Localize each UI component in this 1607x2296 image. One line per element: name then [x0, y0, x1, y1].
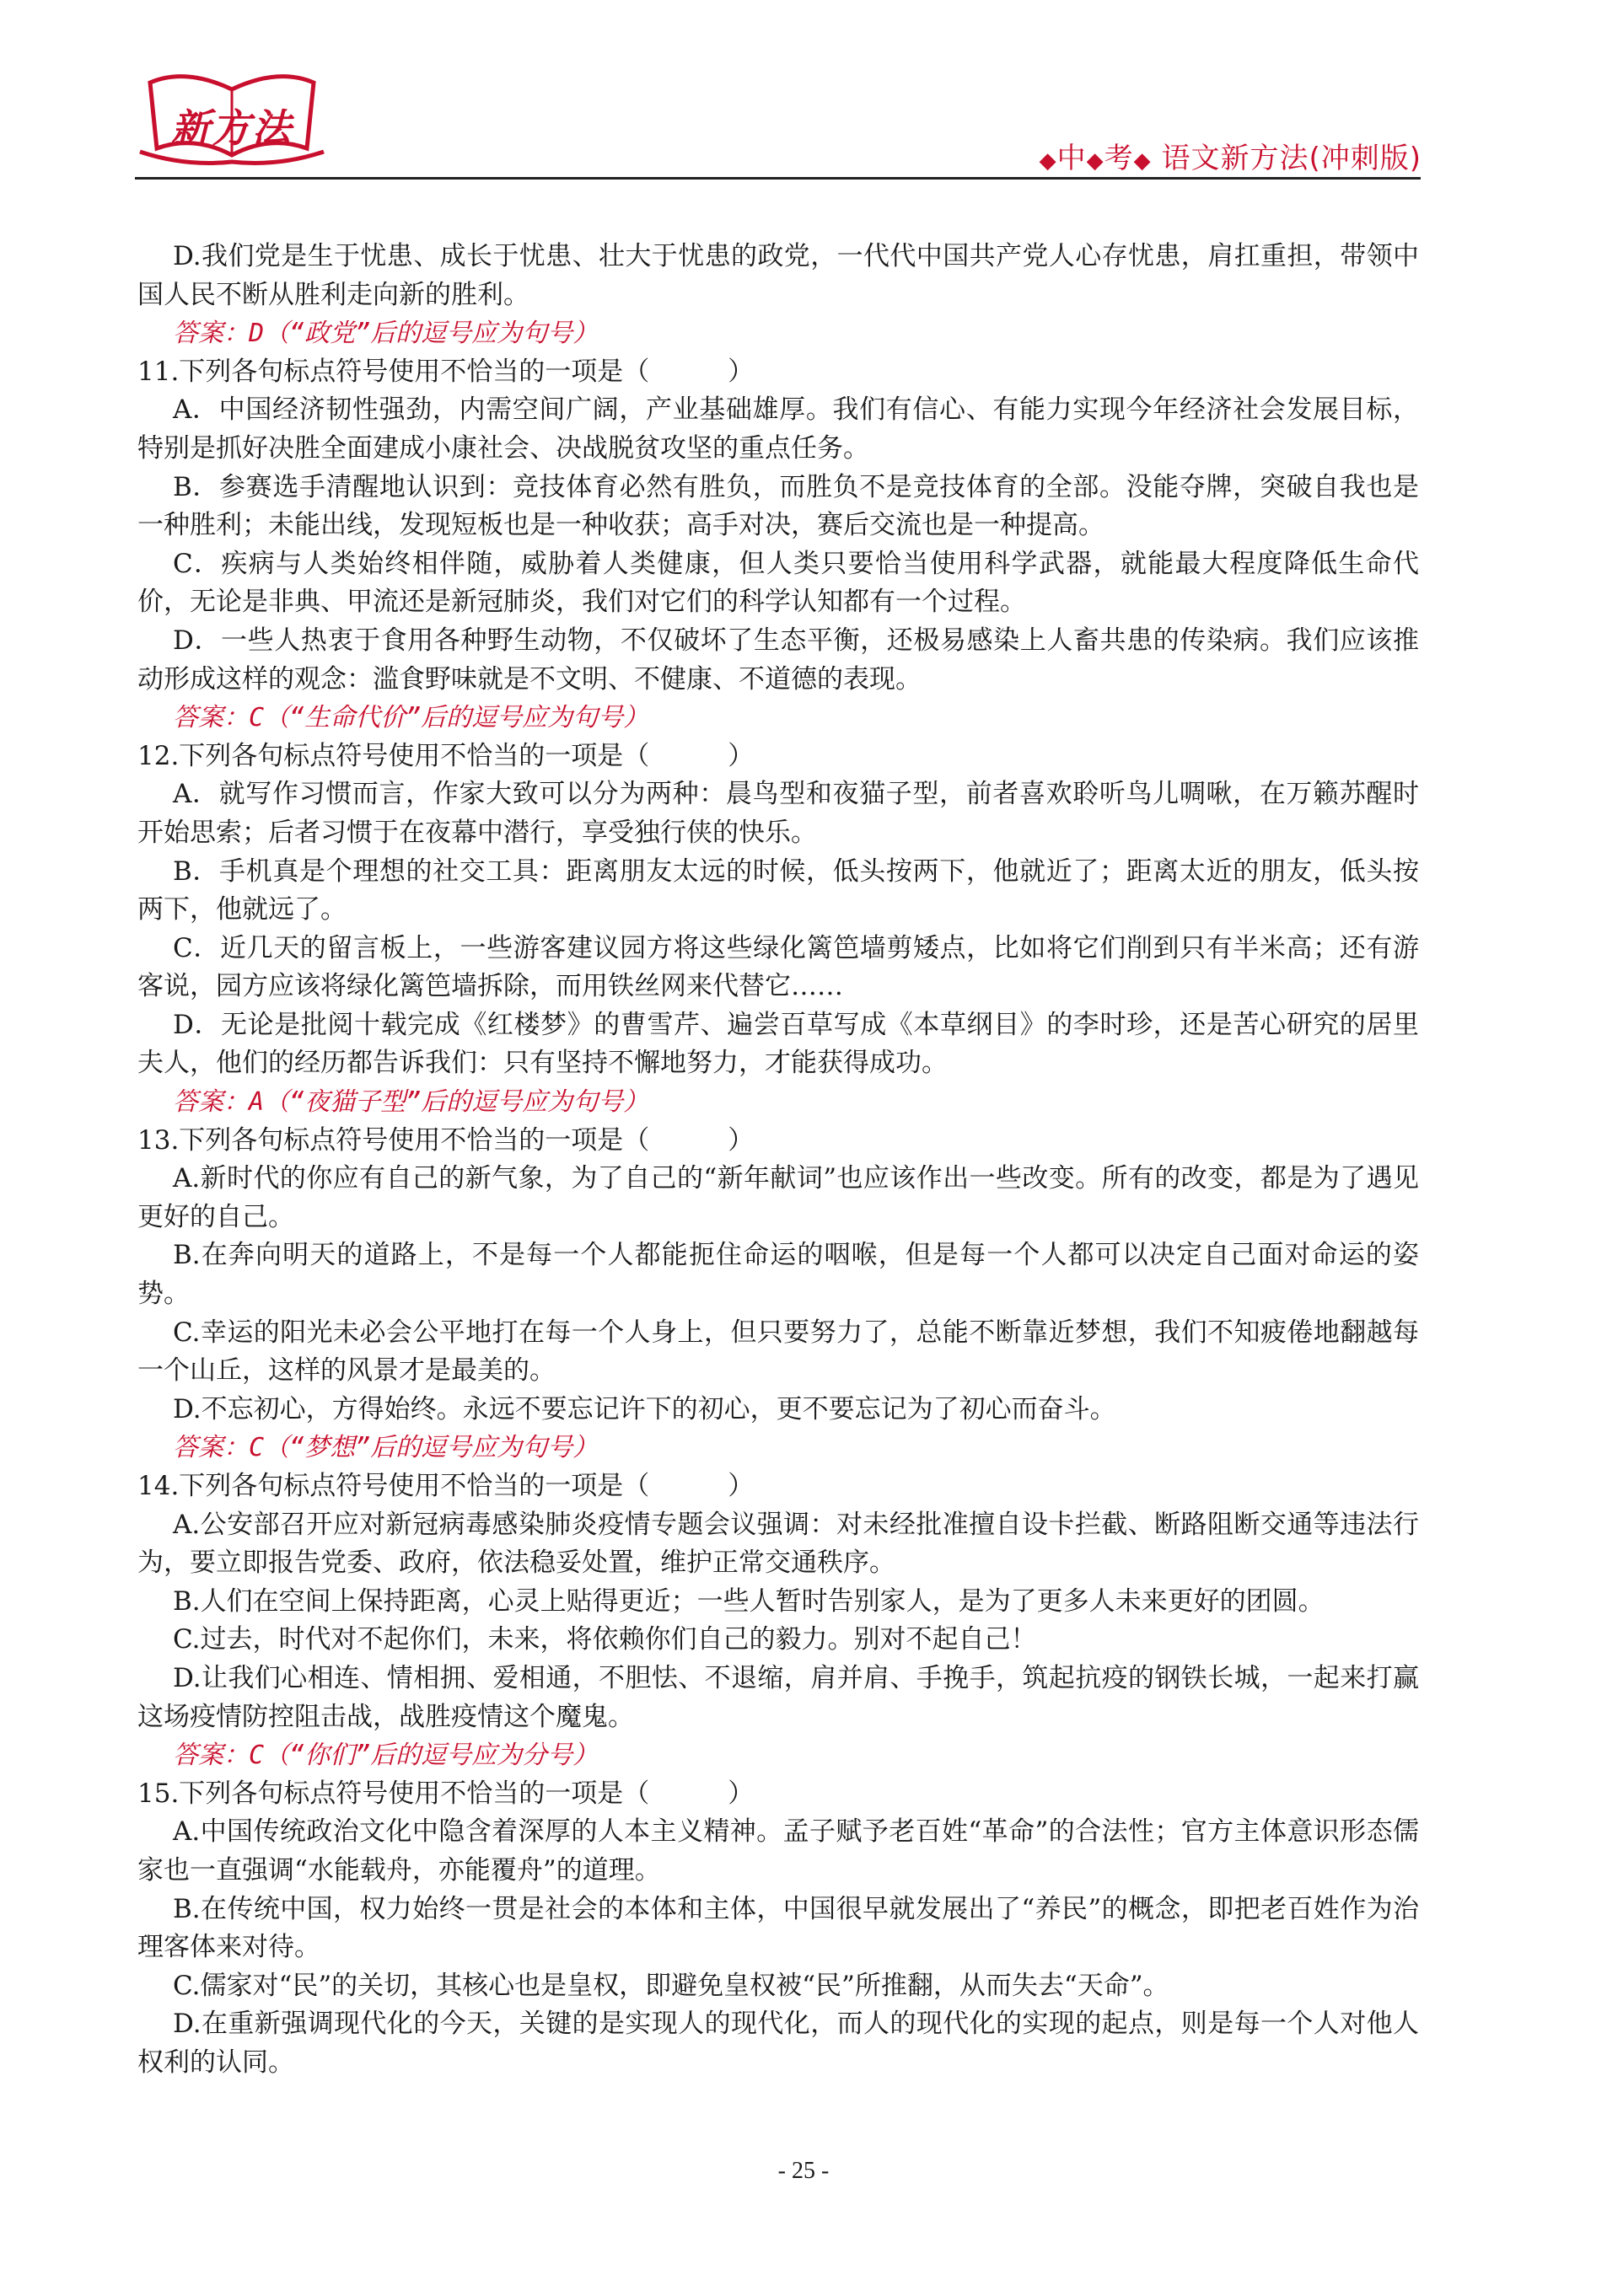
- q12-option-b: B．手机真是个理想的社交工具：距离朋友太远的时候，低头按两下，他就近了；距离太近的朋友，低头按两下，他就远了。: [137, 856, 1419, 925]
- publisher-logo: [135, 67, 329, 177]
- q13-option-d: D.不忘初心，方得始终。永远不要忘记许下的初心，更不要忘记为了初心而奋斗。: [173, 1393, 1116, 1424]
- header-divider: [135, 177, 1421, 180]
- series-label: 中: [1056, 142, 1087, 175]
- q14-option-b: B.人们在空间上保持距离，心灵上贴得更近；一些人暂时告别家人，是为了更多人未来更好的团圆。: [173, 1585, 1325, 1617]
- q12-option-d: D．无论是批阅十载完成《红楼梦》的曹雪芹、遍尝百草写成《本草纲目》的李时珍，还是苦心研究的居里夫人，他们的经历都告诉我们：只有坚持不懈地努力，才能获得成功。: [137, 1009, 1419, 1079]
- page-header: [0, 0, 1607, 185]
- q11-option-a: A．中国经济韧性强劲，内需空间广阔，产业基础雄厚。我们有信心、有能力实现今年经济社会发展目标，特别是抓好决胜全面建成小康社会、决战脱贫攻坚的重点任务。: [137, 394, 1419, 464]
- diamond-icon: ◆: [1039, 148, 1057, 174]
- diamond-icon: ◆: [1086, 148, 1104, 174]
- q15-stem: 15.下列各句标点符号使用不恰当的一项是（ ）: [137, 1778, 755, 1809]
- q12-stem: 12.下列各句标点符号使用不恰当的一项是（ ）: [137, 740, 755, 771]
- q13-stem: 13.下列各句标点符号使用不恰当的一项是（ ）: [137, 1124, 755, 1156]
- q15-option-a: A.中国传统政治文化中隐含着深厚的人本主义精神。孟子赋予老百姓“革命”的合法性；官方主体意识形态儒家也一直强调“水能载舟，亦能覆舟”的道理。: [137, 1816, 1419, 1886]
- page-number: - 25 -: [777, 2158, 830, 2184]
- book-series-title: [1040, 135, 1422, 176]
- q12-answer: 答案：A（“夜猫子型”后的逗号应为句号）: [173, 1087, 649, 1118]
- q11-stem: 11.下列各句标点符号使用不恰当的一项是（ ）: [137, 356, 755, 387]
- q11-option-d: D．一些人热衷于食用各种野生动物，不仅破坏了生态平衡，还极易感染上人畜共患的传染病。我们应该推动形成这样的观念：滥食野味就是不文明、不健康、不道德的表现。: [137, 625, 1419, 695]
- book-title: 语文新方法(冲刺版): [1161, 142, 1422, 175]
- q12-option-a: A．就写作习惯而言，作家大致可以分为两种：晨鸟型和夜猫子型，前者喜欢聆听鸟儿啁啾，在万籁苏醒时开始思索；后者习惯于在夜幕中潜行，享受独行侠的快乐。: [137, 779, 1419, 848]
- q13-option-b: B.在奔向明天的道路上，不是每一个人都能扼住命运的咽喉，但是每一个人都可以决定自己面对命运的姿势。: [137, 1240, 1419, 1310]
- diamond-icon: ◆: [1133, 148, 1152, 174]
- question-content: [137, 238, 1419, 2083]
- q15-option-d: D.在重新强调现代化的今天，关键的是实现人的现代化，而人的现代化的实现的起点，则是每一个人对他人权利的认同。: [137, 2009, 1419, 2078]
- q14-stem: 14.下列各句标点符号使用不恰当的一项是（ ）: [137, 1471, 755, 1501]
- logo-text: 新方法: [171, 105, 293, 151]
- q11-option-b: B．参赛选手清醒地认识到：竞技体育必然有胜负，而胜负不是竞技体育的全部。没能夺牌，突破自我也是一种胜利；未能出线，发现短板也是一种收获；高手对决，赛后交流也是一种提高。: [137, 471, 1419, 541]
- q15-option-b: B.在传统中国，权力始终一贯是社会的本体和主体，中国很早就发展出了“养民”的概念，即把老百姓作为治理客体来对待。: [137, 1893, 1419, 1963]
- q12-option-c: C．近几天的留言板上，一些游客建议园方将这些绿化篱笆墙剪矮点，比如将它们削到只有半米高；还有游客说，园方应该将绿化篱笆墙拆除，而用铁丝网来代替它……: [137, 932, 1419, 1002]
- q10-answer: 答案：D（“政党”后的逗号应为句号）: [173, 319, 599, 349]
- q14-option-a: A.公安部召开应对新冠病毒感染肺炎疫情专题会议强调：对未经批准擅自设卡拦截、断路阻断交通等违法行为，要立即报告党委、政府，依法稳妥处置，维护正常交通秩序。: [137, 1509, 1419, 1579]
- q14-option-d: D.让我们心相连、情相拥、爱相通，不胆怯、不退缩，肩并肩、手挽手，筑起抗疫的钢铁长城，一起来打赢这场疫情防控阻击战，战胜疫情这个魔鬼。: [137, 1662, 1419, 1732]
- q13-option-c: C.幸运的阳光未必会公平地打在每一个人身上，但只要努力了，总能不断靠近梦想，我们不知疲倦地翻越每一个山丘，这样的风景才是最美的。: [137, 1317, 1419, 1387]
- q11-answer: 答案：C（“生命代价”后的逗号应为句号）: [173, 703, 649, 733]
- q15-option-c: C.儒家对“民”的关切，其核心也是皇权，即避免皇权被“民”所推翻，从而失去“天命”。: [173, 1970, 1169, 2001]
- q14-answer: 答案：C（“你们”后的逗号应为分号）: [173, 1741, 599, 1771]
- q13-option-a: A.新时代的你应有自己的新气象，为了自己的“新年献词”也应该作出一些改变。所有的改变，都是为了遇见更好的自己。: [137, 1163, 1419, 1232]
- q14-option-c: C.过去，时代对不起你们，未来，将依赖你们自己的毅力。别对不起自己！: [173, 1624, 1037, 1655]
- q13-answer: 答案：C（“梦想”后的逗号应为句号）: [173, 1433, 599, 1463]
- q11-option-c: C．疾病与人类始终相伴随，威胁着人类健康，但人类只要恰当使用科学武器，就能最大程度降低生命代价，无论是非典、甲流还是新冠肺炎，我们对它们的科学认知都有一个过程。: [137, 548, 1419, 618]
- series-label-2: 考: [1104, 142, 1134, 175]
- q10-option-d: D.我们党是生于忧患、成长于忧患、壮大于忧患的政党，一代代中国共产党人心存忧患，肩扛重担，带领中国人民不断从胜利走向新的胜利。: [137, 241, 1419, 310]
